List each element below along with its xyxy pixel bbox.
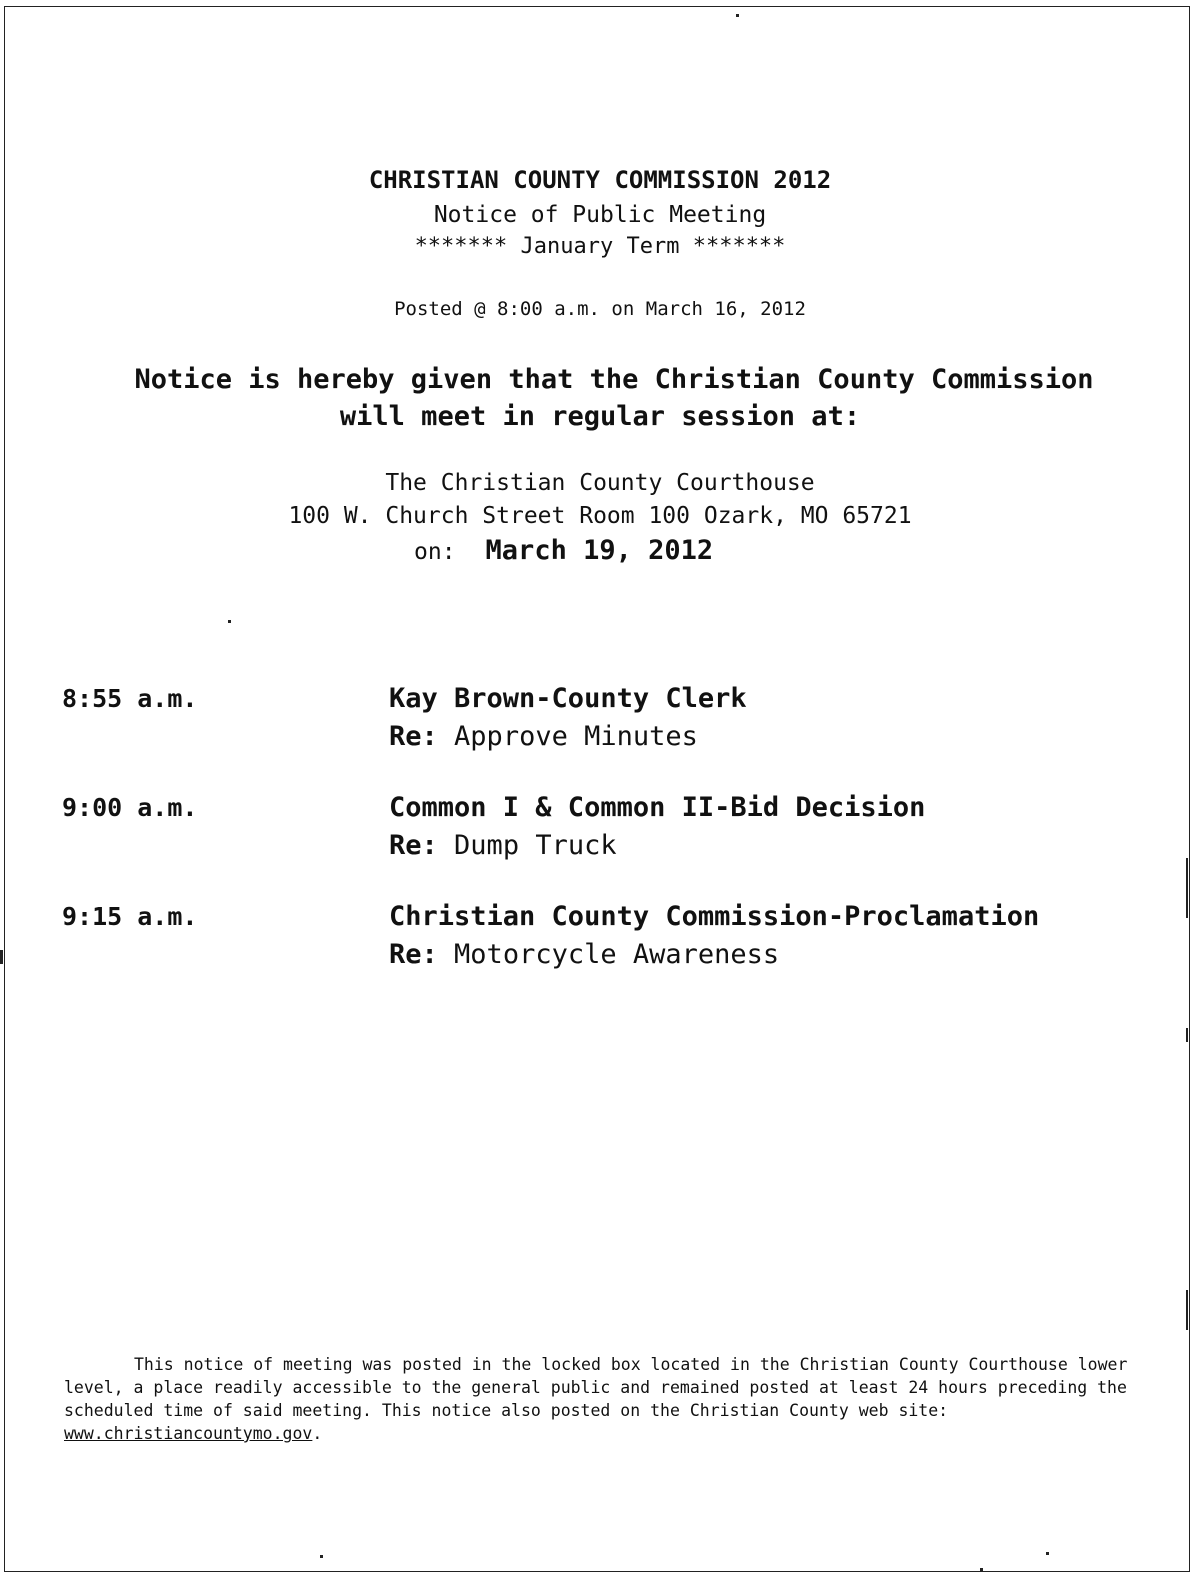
agenda-title: Common I & Common II-Bid Decision	[389, 792, 926, 823]
agenda-re	[389, 718, 747, 756]
re-label: Re:	[389, 939, 438, 970]
posting-notice-text: This notice of meeting was posted in the locked box located in the Christian County Courthouse lower level, a place readily accessible to the general public and remained posted at least 24 hours preceding the scheduled time of said meeting. This notice also posted on the Christian County web site:	[64, 1355, 1128, 1420]
re-label: Re:	[389, 830, 438, 861]
re-text: Approve Minutes	[454, 721, 698, 752]
document-subtitle: Notice of Public Meeting	[433, 202, 767, 228]
scan-mark	[1046, 1552, 1049, 1555]
posted-line: Posted @ 8:00 a.m. on March 16, 2012	[394, 298, 806, 320]
agenda-title: Kay Brown-County Clerk	[389, 683, 747, 714]
scan-mark	[1186, 858, 1188, 918]
notice-line-1: Notice is hereby given that the Christian County Commission	[134, 364, 1094, 395]
venue-date-line	[414, 535, 713, 566]
notice-line-2: will meet in regular session at:	[339, 401, 861, 432]
agenda-re	[389, 936, 1039, 974]
agenda-title: Christian County Commission-Proclamation	[389, 901, 1040, 932]
venue-address: 100 W. Church Street Room 100 Ozark, MO 65721	[288, 503, 912, 529]
agenda-re	[389, 827, 925, 865]
website-link[interactable]: www.christiancountymo.gov	[64, 1424, 313, 1443]
agenda-body	[389, 680, 747, 756]
scan-mark	[980, 1568, 983, 1571]
posting-notice	[64, 1353, 1154, 1445]
agenda-time: 8:55 a.m.	[62, 684, 198, 713]
scan-mark	[228, 620, 231, 623]
scan-mark	[1186, 1290, 1188, 1330]
posting-notice-end: .	[312, 1424, 323, 1443]
scan-mark	[736, 14, 739, 17]
term-line: ******* January Term *******	[414, 234, 786, 259]
on-label: on:	[414, 539, 456, 565]
agenda-time: 9:15 a.m.	[62, 902, 198, 931]
document-title: CHRISTIAN COUNTY COMMISSION 2012	[368, 166, 832, 194]
re-text: Dump Truck	[454, 830, 617, 861]
re-label: Re:	[389, 721, 438, 752]
scan-mark	[1186, 1028, 1188, 1042]
scan-mark	[320, 1555, 323, 1558]
re-text: Motorcycle Awareness	[454, 939, 780, 970]
agenda-time: 9:00 a.m.	[62, 793, 198, 822]
venue-name: The Christian County Courthouse	[385, 470, 815, 496]
agenda-body	[389, 789, 925, 865]
meeting-date: March 19, 2012	[485, 535, 714, 566]
agenda-body	[389, 898, 1039, 974]
scan-mark	[0, 950, 3, 964]
